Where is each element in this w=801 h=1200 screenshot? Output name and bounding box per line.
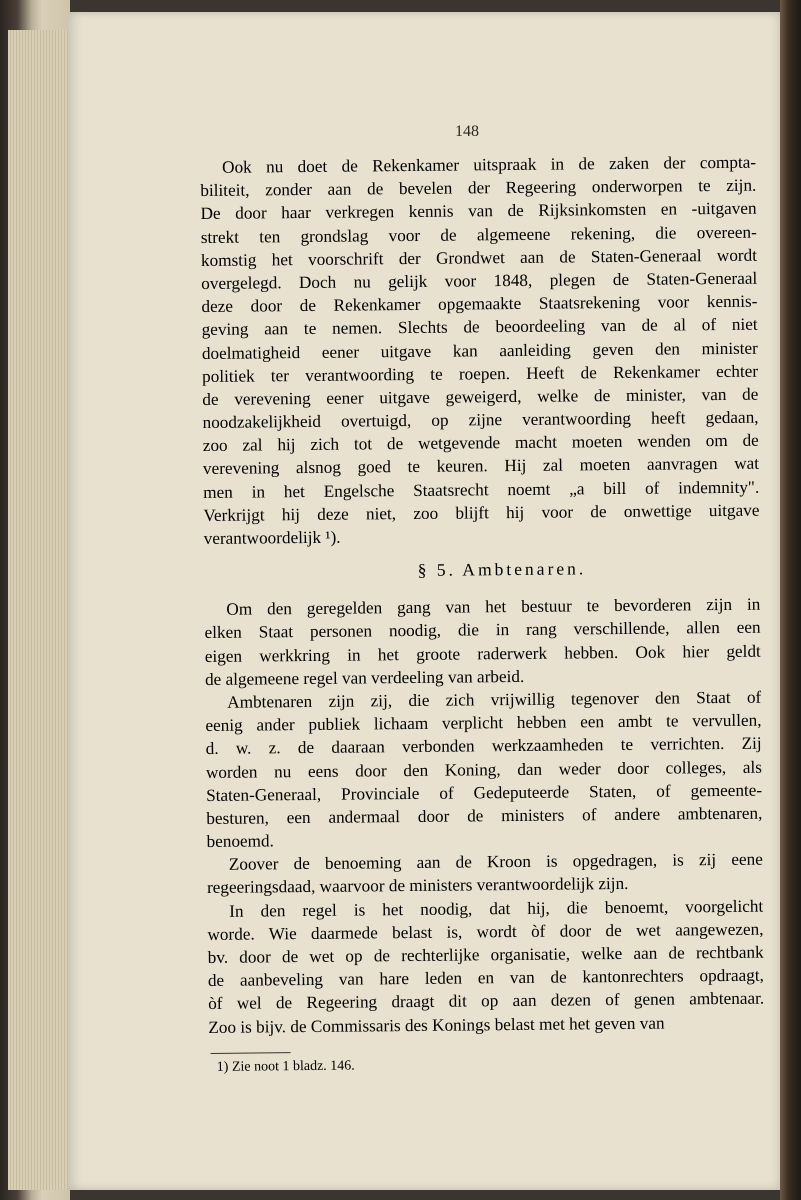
text-line: De door haar verkregen kennis van de Rijksinkomsten en -uitgaven <box>200 199 757 224</box>
paragraph-3 <box>205 686 763 854</box>
text-line: men in het Engelsche Staatsrecht noemt „a bill of indemnity". <box>203 477 760 502</box>
section-heading: § 5. Ambtenaren. <box>417 558 587 581</box>
text-line: Om den geregelden gang van het bestuur te bevorderen zijn in <box>226 594 761 619</box>
text-line: biliteit, zonder aan de bevelen der Regeering onderworpen te zijn. <box>200 175 757 201</box>
text-line: Verkrijgt hij deze niet, zoo blijft hij voor de onwettige uitgave <box>203 500 760 525</box>
text-line: benoemd. <box>206 831 274 852</box>
paragraph-5 <box>207 894 764 1038</box>
text-line: politiek ter verantwoording te roepen. Heeft de Rekenkamer echter <box>202 361 759 386</box>
text-line: de aanbeveling van hare leden en van de kantonrechters opdraagt, <box>207 965 764 991</box>
text-line: òf wel de Regeering draagt dit op aan dezen of genen ambtenaar. <box>208 988 765 1014</box>
footnote-rule <box>211 1052 291 1054</box>
text-line: elken Staat personen noodig, die in rang verschillende, allen een <box>204 618 761 643</box>
text-line: Ambtenaren zijn zij, die zich vrijwillig tegenover den Staat of <box>227 687 762 712</box>
footnote: 1) Zie noot 1 bladz. 146. <box>216 1058 355 1075</box>
paragraph-4 <box>207 848 763 900</box>
text-line: deze door de Rekenkamer opgemaakte Staatsrekening voor kennis- <box>201 291 758 317</box>
text-line: Zoover de benoeming aan de Kroon is opgedragen, is zij eene <box>228 849 763 875</box>
text-line: noodzakelijkheid overtuigd, op zijne verantwoording heeft gedaan, <box>202 407 759 433</box>
paragraph-1 <box>200 151 760 551</box>
text-line: de verevening eener uitgave geweigerd, welke de minister, van de <box>202 384 759 409</box>
text-line: overgelegd. Doch nu gelijk voor 1848, plegen de Staten-Generaal <box>201 268 758 293</box>
text-line: worde. Wie daarmede belast is, wordt òf door de wet aangewezen, <box>207 919 764 944</box>
text-line: besturen, een andermaal door de ministers of andere ambtenaren, <box>206 803 763 828</box>
page-number: 148 <box>455 123 479 140</box>
text-line: strekt ten grondslag voor de algemeene rekening, die overeen- <box>200 222 757 247</box>
text-line: eenig ander publiek lichaam verplicht hebben een ambt te vervullen, <box>205 710 762 736</box>
text-line: d. w. z. de daaraan verbonden werkzaamheden te verrichten. Zij <box>205 733 762 759</box>
text-line: verantwoordelijk ¹). <box>203 527 341 548</box>
text-line: worden nu eens door den Koning, dan weder door colleges, als <box>205 757 762 782</box>
text-line: regeeringsdaad, waarvoor de ministers verantwoordelijk zijn. <box>206 874 629 898</box>
page-edges <box>8 30 70 1190</box>
text-line: komstig het voorschrift der Grondwet aan de Staten-Generaal wordt <box>200 245 758 270</box>
page-body <box>200 151 765 1076</box>
text-line: bv. door de wet op de rechterlijke organisatie, welke aan de rechtbank <box>207 942 764 967</box>
text-line: In den regel is het noodig, dat hij, die benoemt, voorgelicht <box>229 896 764 921</box>
text-line: eigen werkkring in het groote raderwerk hebben. Ook hier geldt <box>204 641 761 666</box>
text-line: Zoo is bijv. de Commissaris des Konings belast met het geven van <box>208 1013 665 1037</box>
text-line: Ook nu doet de Rekenkamer uitspraak in de zaken der compta- <box>222 152 757 177</box>
text-line: doelmatigheid eener uitgave kan aanleiding geven den minister <box>201 338 758 363</box>
text-line: zoo zal hij zich tot de wetgevende macht moeten wenden om de <box>202 430 759 456</box>
text-line: Staten-Generaal, Provinciale of Gedeputeerde Staten, of gemeente- <box>206 780 763 805</box>
paragraph-2 <box>204 593 761 691</box>
text-line: verevening alsnog goed te keuren. Hij zal moeten aanvragen wat <box>202 454 760 479</box>
book-cover-edge <box>780 0 801 1200</box>
text-line: de algemeene regel van verdeeling van arbeid. <box>204 666 525 689</box>
text-line: geving aan te nemen. Slechts de beoordeeling van de al of niet <box>201 314 758 340</box>
